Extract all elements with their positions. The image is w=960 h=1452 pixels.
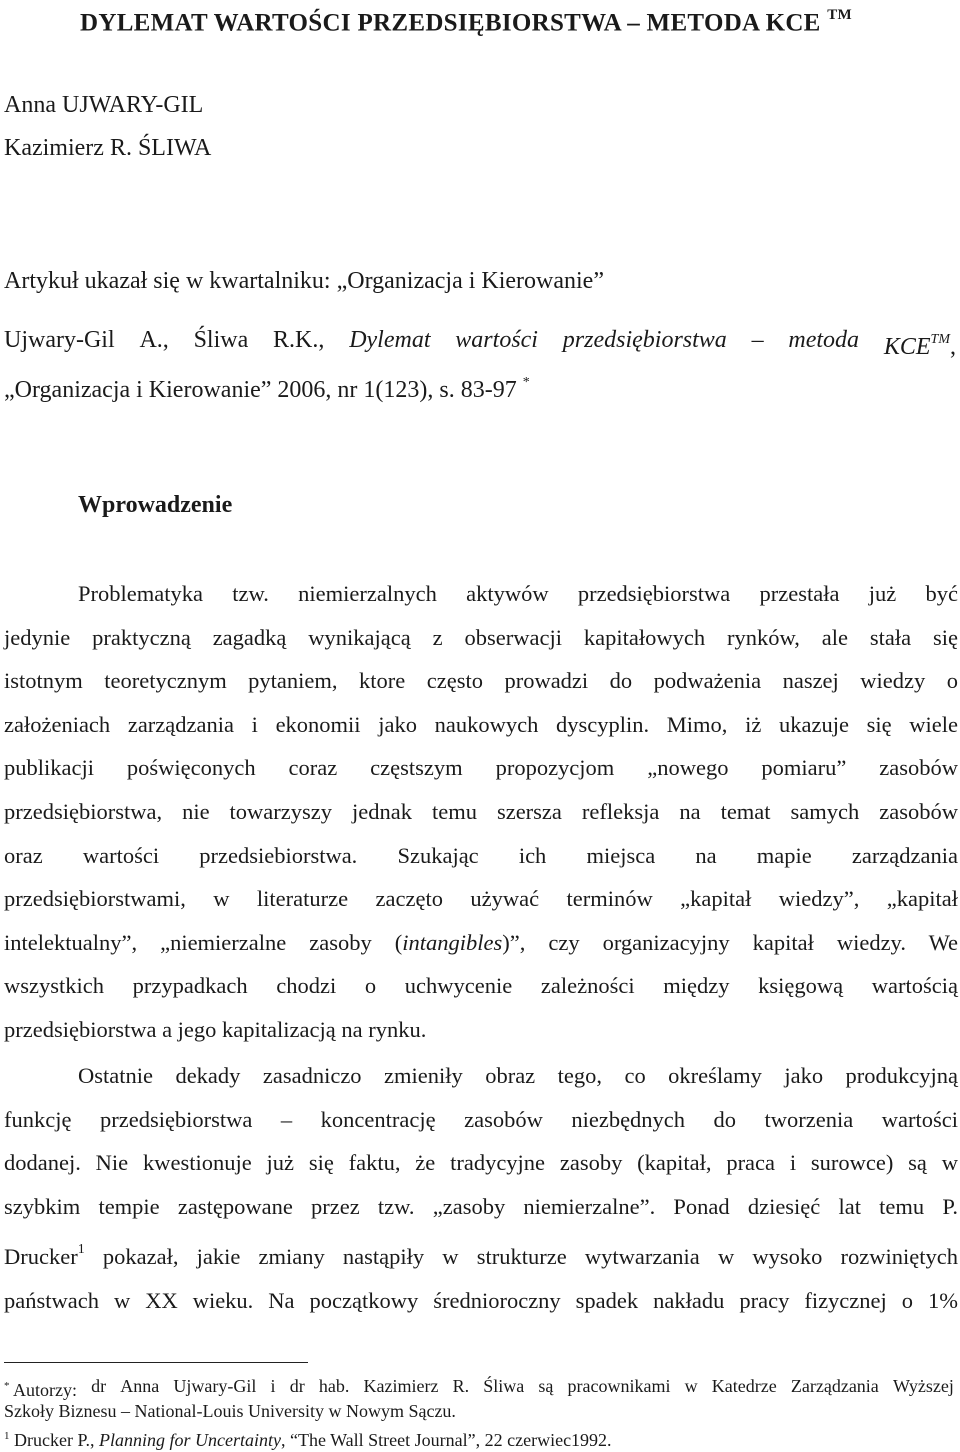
italic-term: intangibles [402, 929, 503, 955]
footnote-word: i [270, 1376, 276, 1396]
footnote-word: Ujwary-Gil [173, 1376, 257, 1396]
citation-title-end: KCE™, [883, 332, 956, 360]
author-name: Kazimierz R. ŚLIWA [4, 135, 212, 161]
footnote-word: R. [452, 1376, 470, 1396]
author-name: Anna UJWARY-GIL [4, 92, 204, 118]
footnote-mark: * [4, 1380, 10, 1392]
citation-title-word: Dylemat [349, 327, 431, 353]
citation-title-word: – [751, 327, 764, 353]
text-line: przedsiębiorstwa a jego kapitalizacją na rynku. [4, 1016, 427, 1042]
footnote-mark: * [522, 375, 530, 390]
footnote-word: w [684, 1376, 698, 1396]
text-line: Drucker$^1$ pokazał, jakie zmiany nastąpiły w strukturze wytwarzania w wysoko rozwiniętych [4, 1242, 958, 1270]
citation-line: „Organizacja i Kierowanie” 2006, nr 1(123), s. 83-97 * [4, 375, 530, 403]
footnote-word: są [538, 1376, 554, 1396]
text-line: intelektualny”, „niemierzalne zasoby (intangibles)”, czy organizacyjny kapitał wiedzy. We [4, 929, 958, 955]
citation-title-word: przedsiębiorstwa [562, 327, 727, 353]
text-line: istotnym teoretycznym pytaniem, ktore często prowadzi do podważenia naszej wiedzy o [4, 668, 958, 694]
footnote-divider [4, 1362, 308, 1363]
citation-word: R.K., [273, 327, 325, 353]
text-line: publikacji poświęconych coraz częstszym propozycjom „nowego pomiaru” zasobów [4, 755, 958, 781]
publication-note: Artykuł ukazał się w kwartalniku: „Organizacja i Kierowanie” [4, 268, 604, 294]
footnote-word: Śliwa [483, 1376, 525, 1396]
text-line: przedsiębiorstwa, nie towarzyszy jednak temu szersza refleksja na temat samych zasobów [4, 798, 958, 824]
text-line: oraz wartości przedsiebiorstwa. Szukając ich miejsca na mapie zarządzania [4, 842, 958, 868]
footnote-word: Katedrze [711, 1376, 777, 1396]
footnote [4, 1375, 954, 1401]
citation-word: Ujwary-Gil [4, 327, 115, 353]
footnote-word: * Autorzy: [4, 1380, 77, 1400]
footnote: $^1$ Drucker P., Planning for Uncertainty, “The Wall Street Journal”, 22 czerwiec1992. [4, 1430, 612, 1450]
article-title: DYLEMAT WARTOŚCI PRZEDSIĘBIORSTWA – METODA KCE ™ [80, 7, 852, 37]
citation-word: Śliwa [193, 327, 249, 353]
citation-title-word: metoda [788, 327, 860, 353]
footnote-word: dr [91, 1376, 107, 1396]
book-title: Planning for Uncertainty [98, 1430, 281, 1450]
footnote-continuation: Szkoły Biznesu – National-Louis University w Nowym Sączu. [4, 1401, 456, 1421]
citation-title-word: wartości [455, 327, 538, 353]
text-line: przedsiębiorstwami, w literaturze zaczęto używać terminów „kapitał wiedzy”, „kapitał [4, 886, 958, 912]
text-line: wszystkich przypadkach chodzi o uchwycenie zależności między księgową wartością [4, 973, 958, 999]
paragraph [4, 572, 958, 1052]
trademark-superscript: TM [827, 7, 852, 23]
paragraph [4, 1054, 958, 1323]
footnote-reference[interactable]: 1 [77, 1242, 85, 1258]
section-heading: Wprowadzenie [78, 492, 233, 518]
citation-word: A., [139, 327, 169, 353]
text-line: Ostatnie dekady zasadniczo zmieniły obraz tego, co określamy jako produkcyjną [78, 1063, 958, 1088]
trademark-superscript: TM [930, 332, 950, 347]
text-line: państwach w XX wieku. Na początkowy średnioroczny spadek nakładu pracy fizycznej o 1% [4, 1287, 958, 1313]
footnote-word: pracownikami [567, 1376, 671, 1396]
text-line: szybkim tempie zastępowane przez tzw. „zasoby niemierzalne”. Ponad dziesięć lat temu P. [4, 1193, 958, 1219]
text-line: Problematyka tzw. niemierzalnych aktywów przedsiębiorstwa przestała już być [78, 581, 958, 606]
text-line: jedynie praktyczną zagadką wynikającą z obserwacji kapitałowych rynków, ale stała się [4, 624, 958, 650]
text-line: funkcję przedsiębiorstwa – koncentrację zasobów niezbędnych do tworzenia wartości [4, 1106, 958, 1132]
footnote-word: hab. [318, 1376, 350, 1396]
footnote-word: Wyższej [892, 1376, 954, 1396]
footnote-mark: 1 [4, 1430, 10, 1442]
text-line: dodanej. Nie kwestionuje już się faktu, że tradycyjne zasoby (kapitał, praca i surowce) są w [4, 1150, 958, 1176]
citation-line [4, 325, 956, 362]
footnote-word: Kazimierz [363, 1376, 439, 1396]
footnote-word: Anna [120, 1376, 160, 1396]
text-line: założeniach zarządzania i ekonomii jako naukowych dyscyplin. Mimo, iż ukazuje się wiele [4, 711, 958, 737]
footnote-word: dr [289, 1376, 305, 1396]
footnote-word: Zarządzania [790, 1376, 879, 1396]
